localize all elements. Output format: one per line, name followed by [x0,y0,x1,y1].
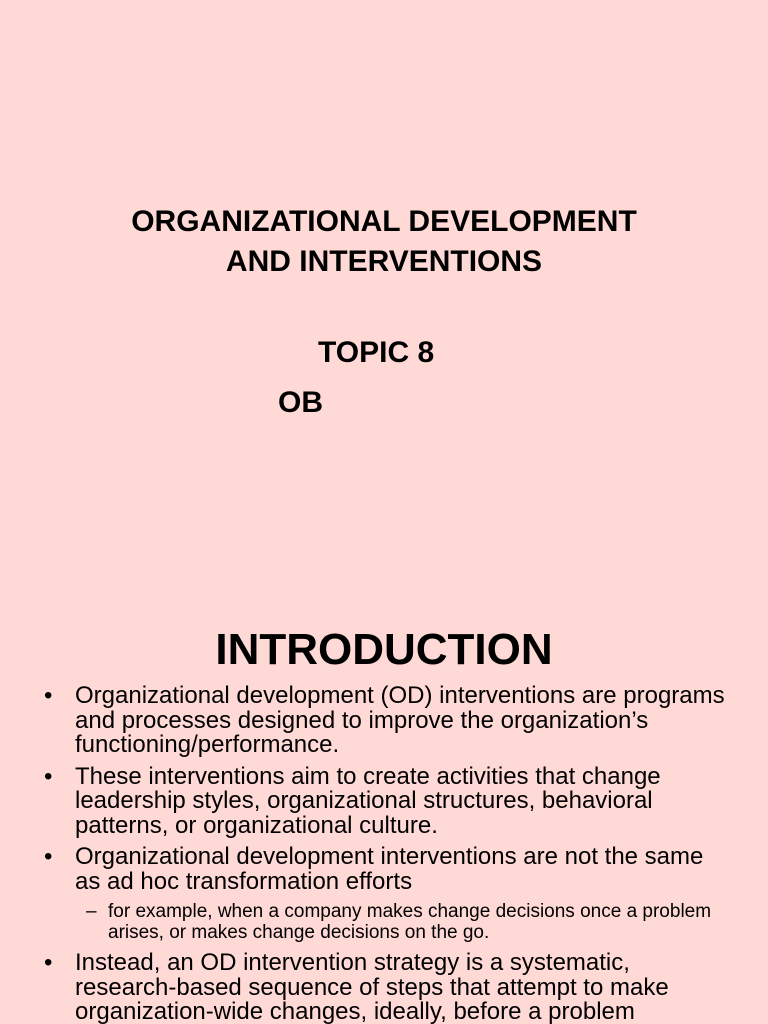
topic-label: TOPIC 8 [318,336,435,369]
bullet-item [0,951,768,1024]
bullet-marker: • [44,682,53,709]
bullet-text: Organizational development interventions are not the same as ad hoc transformation efforts [75,843,704,895]
bullet-item [0,762,768,839]
slide-title-line-2: AND INTERVENTIONS [225,245,543,278]
bullet-marker: • [44,762,53,790]
slide-heading: INTRODUCTION [215,625,553,674]
bullet-text: These interventions aim to create activities that change leadership styles, organizational structures, behavioral patterns, or organizational culture. [75,762,661,839]
introduction-slide [0,576,768,1024]
bullet-marker: • [44,949,53,976]
bullet-marker: • [44,843,53,870]
bullet-text: Instead, an OD intervention strategy is a systematic, research-based sequence of steps that attempt to make organization-wide changes, ideally, before a problem [75,949,669,1024]
sub-bullet-marker: – [86,901,97,922]
sub-bullet-text: for example, when a company makes change decisions once a problem arises, or makes change decisions on the go. [108,901,712,943]
course-label: OB [278,386,323,419]
slide-title-line-1: ORGANIZATIONAL DEVELOPMENT [131,205,637,238]
sub-bullet-item [0,901,768,943]
bullet-item [0,845,768,894]
bullet-list [0,684,768,1024]
bullet-item [0,684,768,758]
bullet-text: Organizational development (OD) interventions are programs and processes designed to improve the organization’s functioning/performance. [75,682,725,758]
